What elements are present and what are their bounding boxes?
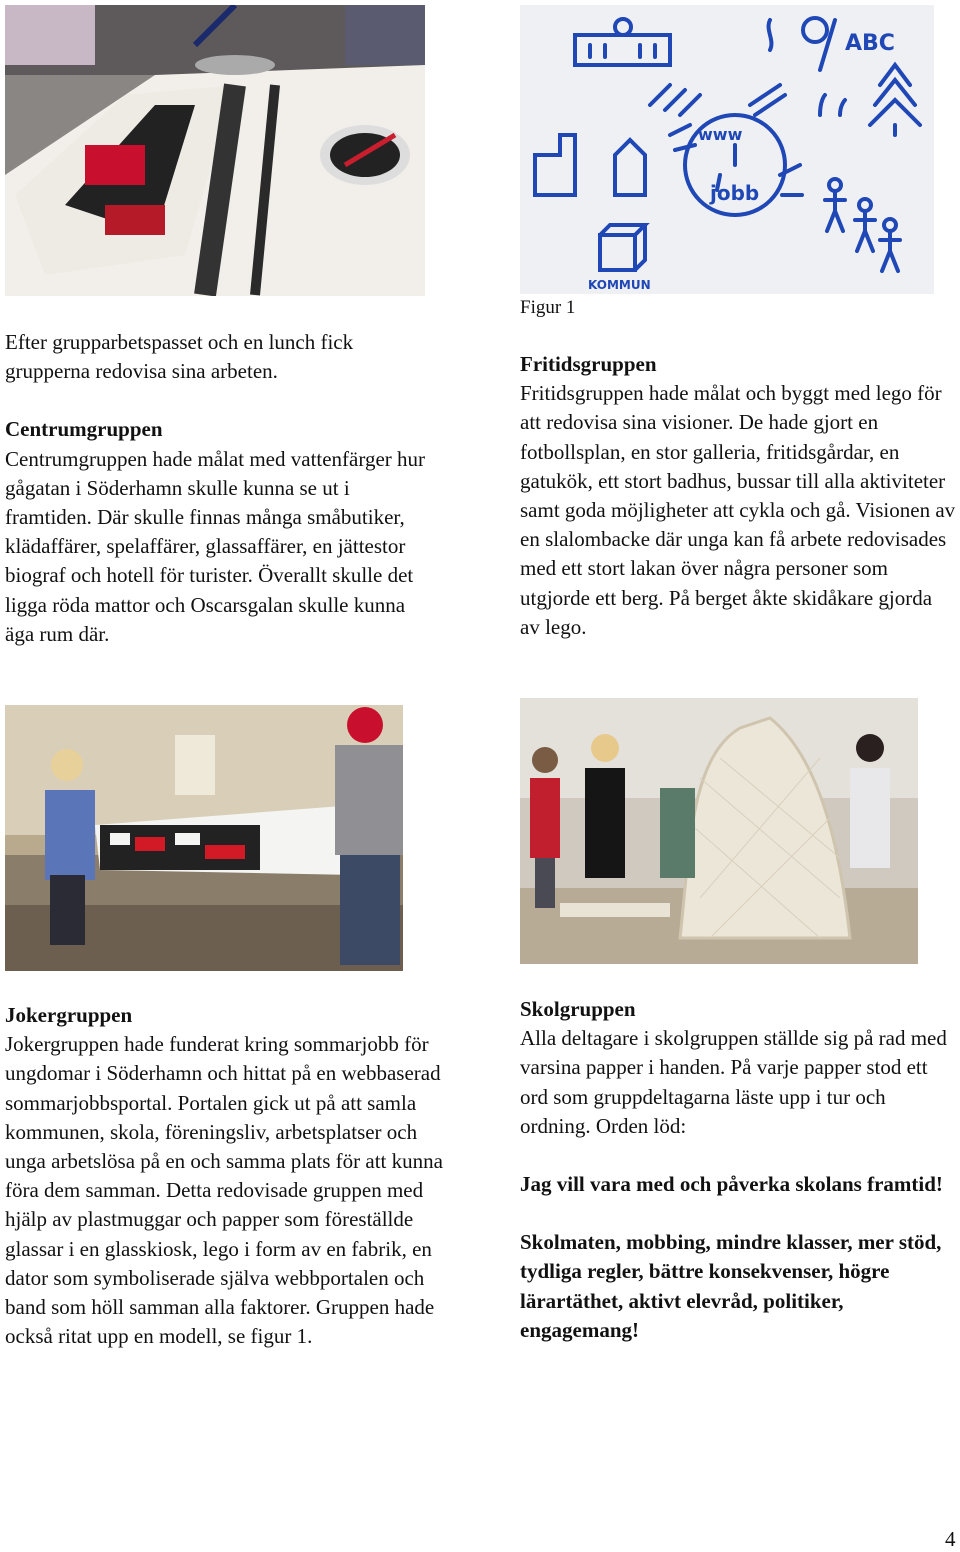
skol-heading: Skolgruppen [520,997,636,1021]
drawing-abc-label: ABC [845,31,895,56]
drawing-jobb-label: jobb [710,181,760,205]
intro-and-centrum-section [5,328,435,649]
skol-quote-2: Skolmaten, mobbing, mindre klasser, mer stöd, tydliga regler, bättre konsekvenser, högre lärartäthet, aktivt elevråd, politiker, engagemang! [520,1230,942,1342]
centrum-paragraph: Centrumgruppen hade målat med vattenfärger hur gågatan i Söderhamn skulle kunna se ut i framtiden. Där skulle finnas många småbutiker, klädaffärer, spelaffärer, glassaffärer, en jättestor biograf och hotell för turister. Överallt skulle det ligga röda mattor och Oscarsgalan skulle kunna äga rum där. [5,446,426,646]
figure-caption: Figur 1 [520,297,576,318]
photo-street-presentation [5,705,403,971]
joker-section [5,1001,450,1351]
fritid-heading: Fritidsgruppen [520,352,657,376]
centrum-heading: Centrumgruppen [5,417,163,442]
skol-section [520,995,952,1345]
photo-painting-workshop [5,5,425,296]
figure-model-drawing [520,5,934,294]
fritid-paragraph: Fritidsgruppen hade målat och byggt med lego för att redovisa sina visioner. De hade gjort en fotbollsplan, en stor galleria, fritidsgårdar, en gatukök, ett stort badhus, bussar till alla aktiviteter samt goda möjligheter att cykla och gå. Visionen av en slalombacke där unga kan få arbete redovisades med ett stort lakan över några personer som utgjorde ett berg. På berget åkte skidåkare gjorda av lego. [520,381,956,639]
drawing-kommun-label: KOMMUN [588,278,651,292]
fritid-section [520,350,956,642]
skol-quote-1: Jag vill vara med och påverka skolans framtid! [520,1172,943,1197]
joker-heading: Jokergruppen [5,1003,133,1027]
intro-paragraph: Efter grupparbetspasset och en lunch fick grupperna redovisa sina arbeten. [5,330,354,384]
photo-slalom-hill-sheet [520,698,918,964]
skol-paragraph: Alla deltagare i skolgruppen ställde sig på rad med varsina papper i handen. På varje papper stod ett ord som gruppdeltagarna läste upp i tur och ordning. Orden löd: [520,1026,947,1138]
drawing-www-label: www [698,125,743,144]
page-number: 4 [945,1527,956,1551]
joker-paragraph: Jokergruppen hade funderat kring sommarjobb för ungdomar i Söderhamn och hittat på en webbaserad sommarjobbsportal. Portalen gick ut på att samla kommunen, skola, föreningsliv, arbetsplatser och unga arbetslösa på en och samma plats för att kunna föra dem samman. Detta redovisade gruppen med hjälp av plastmuggar och papper som föreställde glassar i en glasskiosk, lego i form av en fabrik, en dator som symboliserade själva webbportalen och band som höll samman alla faktorer. Gruppen hade också ritat upp en modell, se figur 1. [5,1032,443,1349]
